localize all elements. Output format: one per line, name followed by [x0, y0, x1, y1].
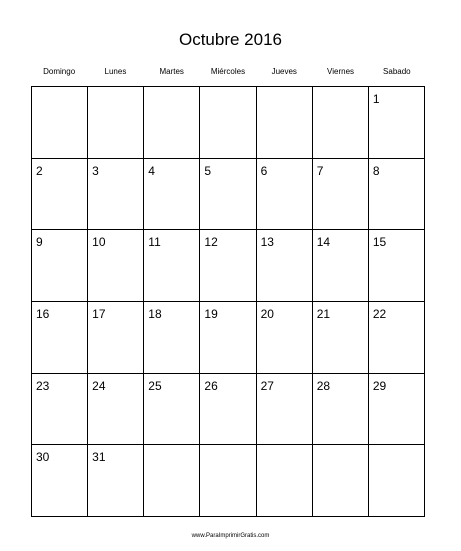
day-number: 12	[204, 235, 218, 250]
day-number: 18	[148, 306, 162, 321]
day-number: 4	[148, 163, 155, 178]
weekday-saturday: Sabado	[383, 67, 411, 76]
day-cell	[369, 374, 425, 446]
day-cell	[88, 445, 144, 517]
day-number: 21	[316, 306, 331, 321]
day-number: 7	[316, 163, 324, 178]
day-number: 15	[372, 235, 387, 250]
day-cell	[200, 159, 256, 231]
day-number: 20	[260, 306, 274, 321]
day-cell	[313, 159, 369, 231]
day-number: 6	[260, 163, 268, 178]
day-number: 30	[36, 450, 50, 465]
day-number: 5	[204, 163, 212, 178]
day-cell	[144, 302, 200, 374]
day-cell	[369, 159, 425, 231]
day-cell	[200, 230, 256, 302]
day-cell	[257, 159, 313, 231]
weekday-sunday: Domingo	[43, 67, 76, 76]
day-cell	[200, 87, 256, 159]
day-cell	[32, 87, 88, 159]
day-number: 24	[92, 378, 106, 393]
day-cell	[257, 302, 313, 374]
day-number: 16	[36, 306, 50, 321]
weekday-header-row	[31, 66, 425, 80]
day-number: 27	[260, 378, 274, 393]
day-cell	[88, 374, 144, 446]
weekday-tuesday: Martes	[159, 67, 184, 76]
day-cell	[88, 230, 144, 302]
day-cell	[32, 230, 88, 302]
day-number: 9	[36, 235, 43, 250]
day-cell	[313, 445, 369, 517]
day-cell	[200, 445, 256, 517]
day-number: 8	[372, 163, 380, 178]
day-cell	[32, 302, 88, 374]
day-cell	[144, 87, 200, 159]
weekday-wednesday: Miércoles	[210, 67, 246, 76]
calendar-title: Octubre 2016	[178, 30, 282, 49]
day-cell	[257, 87, 313, 159]
day-cell	[369, 445, 425, 517]
day-cell	[32, 159, 88, 231]
day-cell	[369, 302, 425, 374]
day-cell	[369, 230, 425, 302]
day-cell	[313, 230, 369, 302]
footer-website: www.ParaImprimirGratis.com	[191, 533, 270, 539]
day-cell	[369, 87, 425, 159]
day-number: 31	[92, 450, 106, 465]
day-cell	[200, 302, 256, 374]
day-number: 17	[92, 306, 106, 321]
calendar-grid	[31, 86, 425, 517]
day-cell	[313, 87, 369, 159]
day-cell	[144, 374, 200, 446]
day-number: 11	[148, 235, 161, 250]
day-cell	[313, 302, 369, 374]
day-number: 19	[204, 306, 218, 321]
day-number: 23	[36, 378, 50, 393]
day-cell	[32, 374, 88, 446]
day-cell	[257, 445, 313, 517]
day-cell	[88, 87, 144, 159]
day-number: 3	[92, 163, 99, 178]
day-number: 25	[148, 378, 162, 393]
day-number: 13	[260, 235, 274, 250]
day-cell	[88, 159, 144, 231]
day-cell	[257, 374, 313, 446]
day-cell	[313, 374, 369, 446]
weekday-friday: Viernes	[327, 67, 355, 76]
day-number: 29	[372, 378, 387, 393]
day-number: 10	[92, 235, 106, 250]
weekday-monday: Lunes	[104, 67, 127, 76]
day-cell	[144, 230, 200, 302]
day-cell	[88, 302, 144, 374]
day-number: 14	[316, 235, 331, 250]
day-cell	[200, 374, 256, 446]
day-number: 28	[316, 378, 331, 393]
day-number: 26	[204, 378, 218, 393]
day-number: 22	[372, 306, 387, 321]
day-cell	[32, 445, 88, 517]
day-cell	[144, 159, 200, 231]
day-number: 1	[372, 92, 380, 106]
day-cell	[257, 230, 313, 302]
day-number: 2	[36, 163, 43, 178]
day-cell	[144, 445, 200, 517]
weekday-thursday: Jueves	[271, 67, 297, 76]
